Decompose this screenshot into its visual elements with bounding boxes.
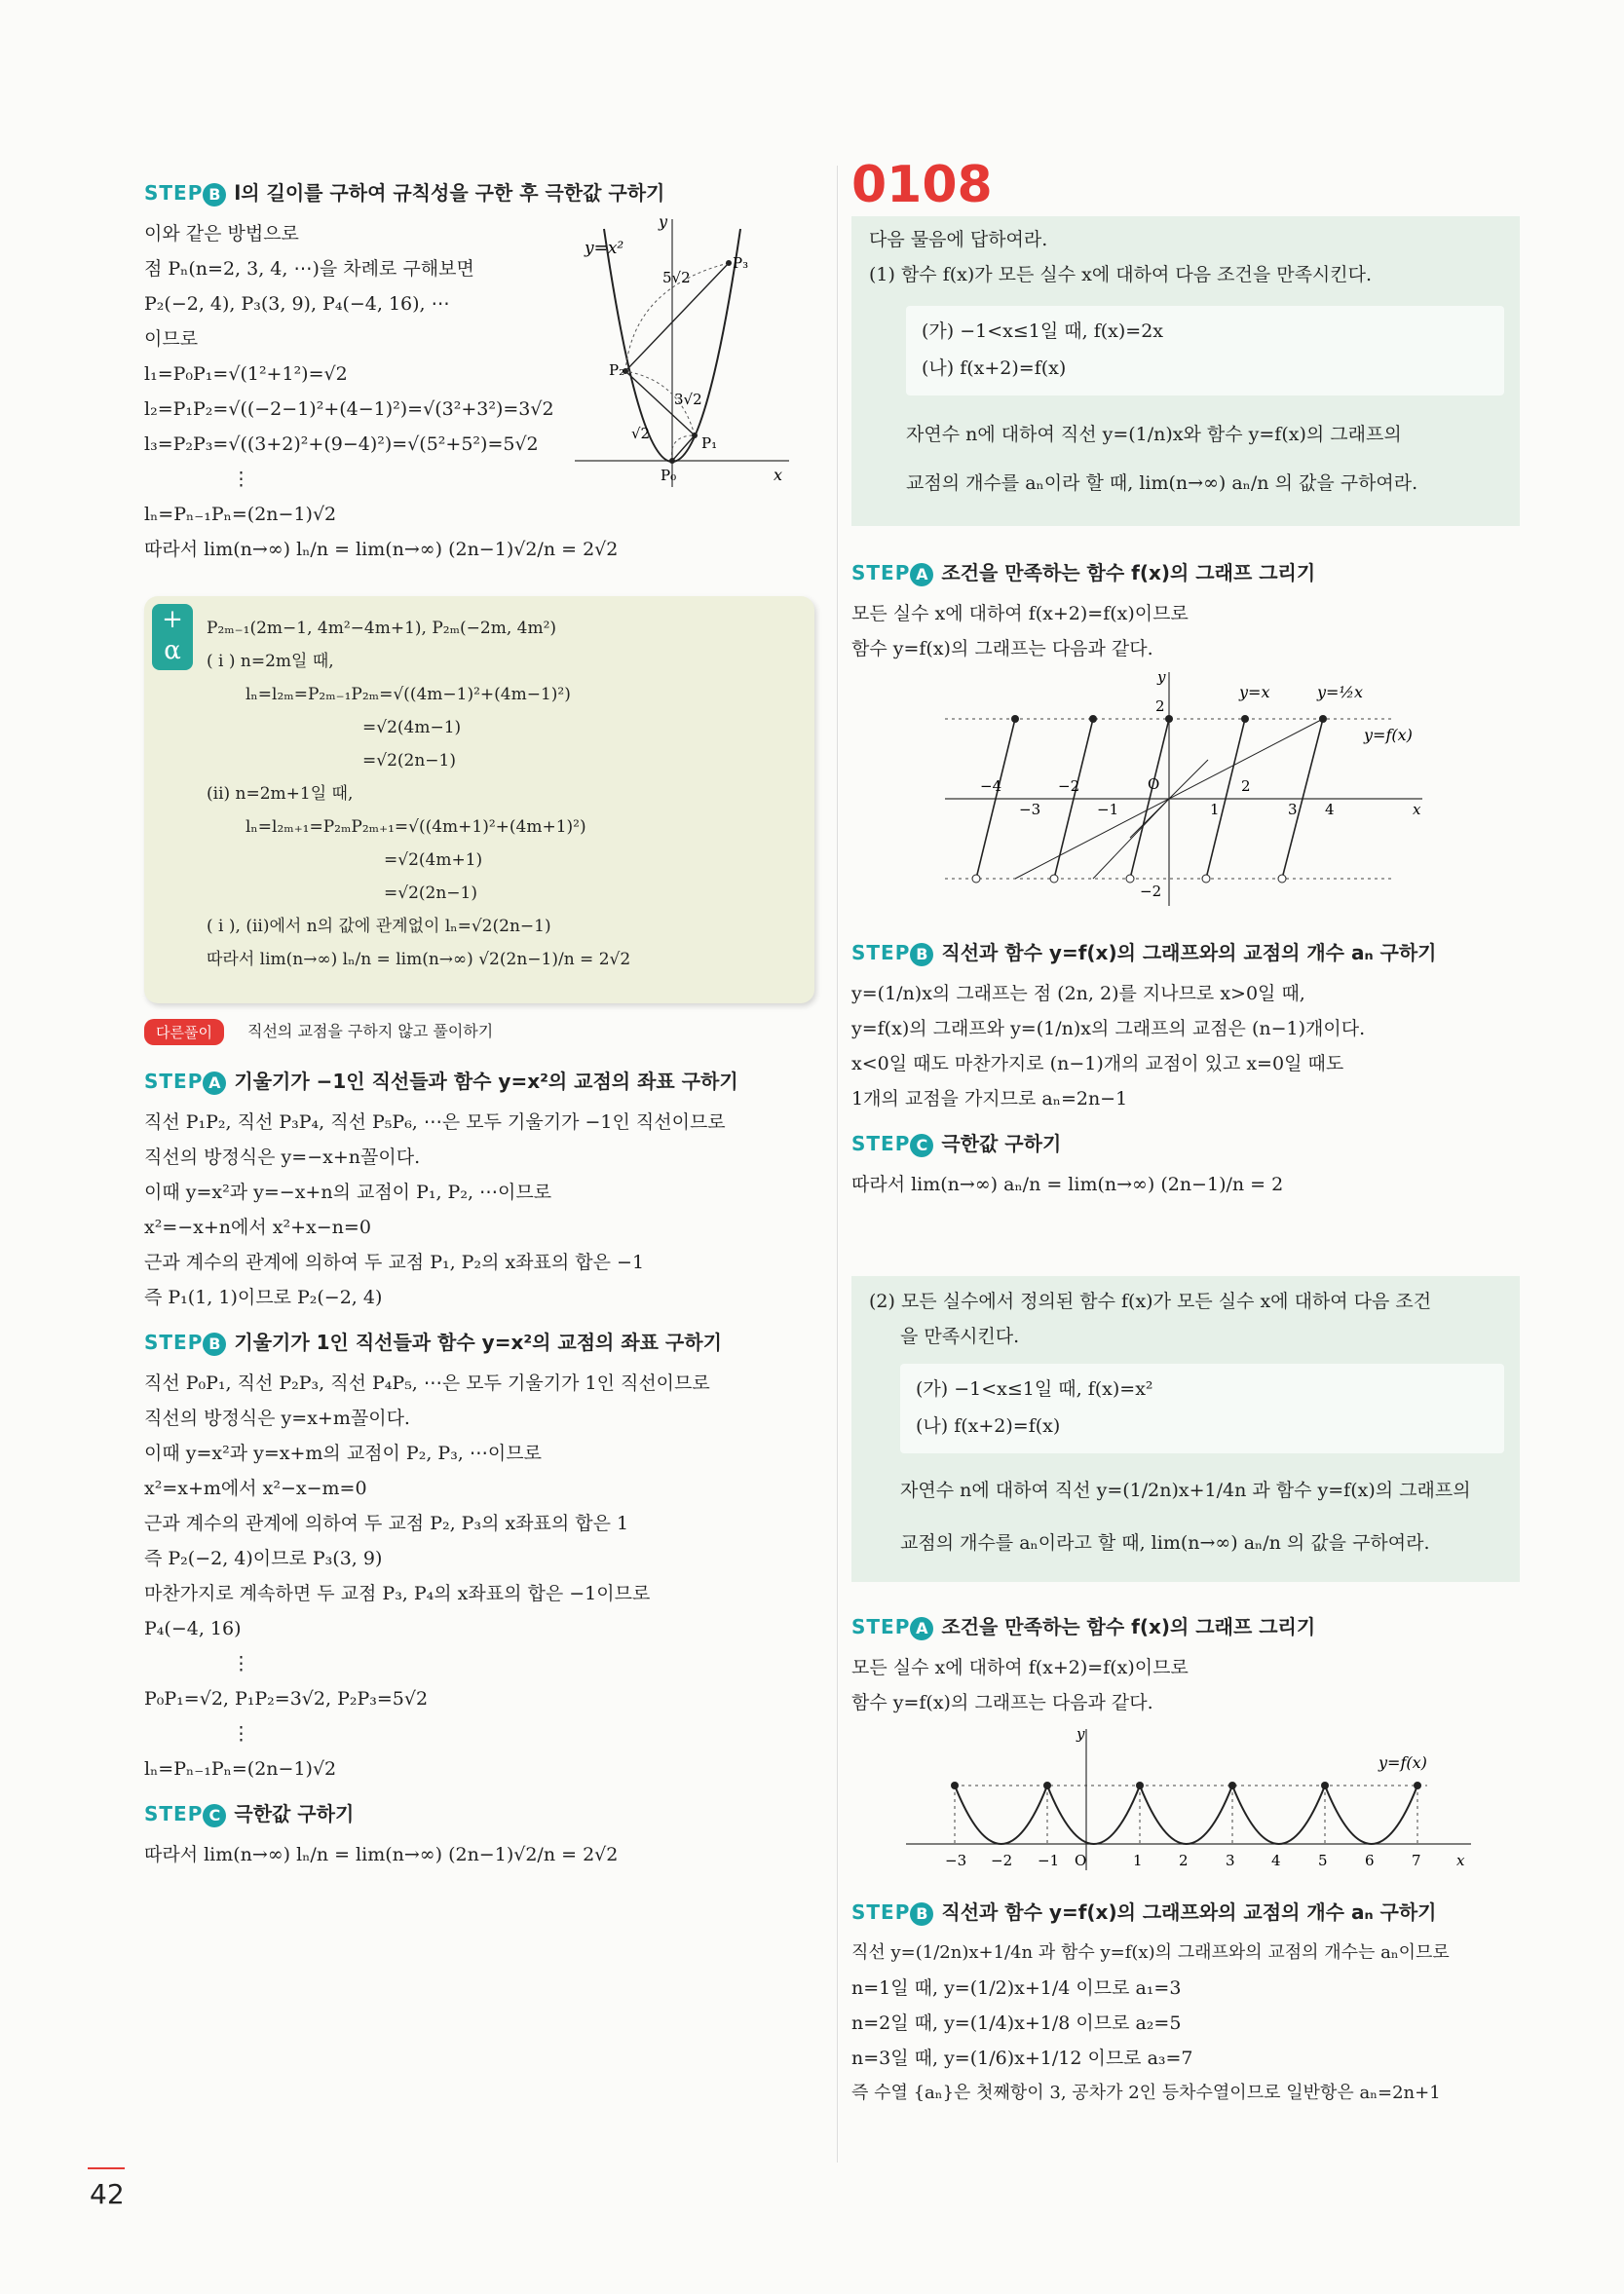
- x-axis-label: x: [1456, 1852, 1465, 1869]
- q1-condition: (가) −1<x≤1일 때, f(x)=2x: [922, 320, 1163, 342]
- alt-b-line: lₙ=Pₙ₋₁Pₙ=(2n−1)√2: [144, 1758, 337, 1780]
- s1b-heading: STEP B 직선과 함수 y=f(x)의 그래프와의 교점의 개수 aₙ 구하기: [851, 941, 1437, 964]
- step-b-line: l₂=P₁P₂=√((−2−1)²+(4−1)²)=√(3²+3²)=3√2: [144, 398, 554, 420]
- p0-label: P₀: [661, 467, 677, 484]
- s1a-line: 모든 실수 x에 대하여 f(x+2)=f(x)이므로: [851, 603, 1189, 624]
- alt-c-line: 따라서 lim(n→∞) lₙ/n = lim(n→∞) (2n−1)√2/n = 2√2: [144, 1844, 619, 1865]
- x-tick: 3: [1226, 1852, 1235, 1869]
- x-axis-label: x: [1413, 801, 1421, 818]
- x-tick: 3: [1288, 801, 1298, 818]
- plus-alpha-icon: + α: [152, 604, 193, 670]
- s1b-line: y=(1/n)x의 그래프는 점 (2n, 2)를 지나므로 x>0일 때,: [851, 983, 1305, 1004]
- x-tick: −1: [1097, 801, 1119, 818]
- s1b-line: y=f(x)의 그래프와 y=(1/n)x의 그래프의 교점은 (n−1)개이다.: [851, 1018, 1366, 1039]
- sawtooth-graph: [935, 662, 1442, 916]
- q1-condition: (나) f(x+2)=f(x): [922, 357, 1067, 379]
- question-2-head: (2) 모든 실수에서 정의된 함수 f(x)가 모든 실수 x에 대하여 다음 조건: [869, 1291, 1432, 1312]
- step-b-heading: STEP B l의 길이를 구하여 규칙성을 구한 후 극한값 구하기: [144, 181, 665, 205]
- step-a-icon: A: [910, 1617, 933, 1640]
- alt-a-line: 즉 P₁(1, 1)이므로 P₂(−2, 4): [144, 1287, 383, 1308]
- step-b-result: 따라서 lim(n→∞) lₙ/n = lim(n→∞) (2n−1)√2/n = 2√2: [144, 539, 619, 560]
- alpha-line: ( i ) n=2m일 때,: [207, 652, 334, 671]
- alpha-line: =√2(4m−1): [362, 718, 462, 737]
- step-b-line: ⋮: [232, 469, 250, 490]
- question-2-head: 을 만족시킨다.: [900, 1326, 1020, 1347]
- solution-1a: [851, 545, 1520, 666]
- x-tick: −3: [1019, 801, 1041, 818]
- s2b-line: 직선 y=(1/2n)x+1/4n 과 함수 y=f(x)의 그래프와의 교점의 개수는 aₙ이므로: [851, 1942, 1450, 1963]
- s2a-heading: STEP A 조건을 만족하는 함수 f(x)의 그래프 그리기: [851, 1615, 1316, 1638]
- parabola-graph: [565, 209, 799, 492]
- seg1-label: √2: [631, 425, 651, 442]
- alpha-line: lₙ=l₂ₘ=P₂ₘ₋₁P₂ₘ=√((4m−1)²+(4m−1)²): [245, 685, 571, 704]
- alt-solution-title: 직선의 교점을 구하지 않고 풀이하기: [247, 1022, 494, 1040]
- x-tick: 1: [1210, 801, 1220, 818]
- alpha-line: P₂ₘ₋₁(2m−1, 4m²−4m+1), P₂ₘ(−2m, 4m²): [207, 619, 557, 638]
- step-b-line: P₂(−2, 4), P₃(3, 9), P₄(−4, 16), ⋯: [144, 293, 450, 315]
- page-number-rule: [88, 2167, 125, 2169]
- x-tick: 4: [1271, 1852, 1281, 1869]
- s1c-line: 따라서 lim(n→∞) aₙ/n = lim(n→∞) (2n−1)/n = 2: [851, 1174, 1284, 1195]
- line-label: y=x: [1239, 683, 1270, 701]
- alt-b-line: x²=x+m에서 x²−x−m=0: [144, 1478, 367, 1499]
- x-tick: 6: [1365, 1852, 1375, 1869]
- solution-1b: [851, 925, 1520, 1202]
- x-tick: −3: [945, 1852, 967, 1869]
- x-tick: −1: [1038, 1852, 1060, 1869]
- alpha-line: =√2(2n−1): [362, 751, 456, 771]
- step-b-line: l₁=P₀P₁=√(1²+1²)=√2: [144, 363, 348, 385]
- alpha-line: lₙ=l₂ₘ₊₁=P₂ₘP₂ₘ₊₁=√((4m+1)²+(4m+1)²): [245, 817, 586, 837]
- alt-a-line: 직선의 방정식은 y=−x+n꼴이다.: [144, 1147, 421, 1168]
- x-tick: 2: [1179, 1852, 1189, 1869]
- step-b-line: l₃=P₂P₃=√((3+2)²+(9−4)²)=√(5²+5²)=5√2: [144, 433, 539, 455]
- s1c-heading: STEP C 극한값 구하기: [851, 1132, 1062, 1155]
- p3-label: P₃: [733, 254, 749, 272]
- y-tick: 2: [1155, 697, 1165, 715]
- alt-b-line: ⋮: [232, 1653, 250, 1674]
- origin-label: O: [1075, 1852, 1087, 1869]
- x-tick: −2: [1058, 777, 1080, 795]
- problem-number: 0108: [851, 156, 993, 214]
- s2a-line: 함수 y=f(x)의 그래프는 다음과 같다.: [851, 1692, 1153, 1713]
- step-b-icon: B: [203, 1333, 226, 1356]
- alpha-line: =√2(2n−1): [384, 884, 477, 903]
- alpha-line: (ii) n=2m+1일 때,: [207, 784, 354, 804]
- function-label: y=f(x): [1364, 726, 1413, 744]
- alt-b-line: 마찬가지로 계속하면 두 교점 P₃, P₄의 x좌표의 합은 −1이므로: [144, 1583, 651, 1604]
- s2b-line: n=1일 때, y=(1/2)x+1/4 이므로 a₁=3: [851, 1977, 1182, 1999]
- alt-a-line: 직선 P₁P₂, 직선 P₃P₄, 직선 P₅P₆, ⋯은 모두 기울기가 −1인 직선이므로: [144, 1111, 726, 1133]
- x-tick: 1: [1133, 1852, 1143, 1869]
- alt-b-line: 이때 y=x²과 y=x+m의 교점이 P₂, P₃, ⋯이므로: [144, 1443, 542, 1464]
- alpha-line: 따라서 lim(n→∞) lₙ/n = lim(n→∞) √2(2n−1)/n = 2√2: [207, 950, 631, 969]
- x-tick: 5: [1318, 1852, 1328, 1869]
- origin-label: O: [1148, 775, 1160, 793]
- q2-condition: (나) f(x+2)=f(x): [916, 1415, 1061, 1437]
- step-b-icon: B: [910, 1902, 933, 1926]
- p1-label: P₁: [701, 434, 718, 452]
- x-tick: 4: [1325, 801, 1335, 818]
- q2-condition: (가) −1<x≤1일 때, f(x)=x²: [916, 1378, 1153, 1400]
- alt-step-a-heading: STEP A 기울기가 −1인 직선들과 함수 y=x²의 교점의 좌표 구하기: [144, 1070, 738, 1093]
- solution-2a: [851, 1599, 1520, 1720]
- question-intro: 다음 물음에 답하여라.: [869, 229, 1048, 250]
- x-tick: 7: [1412, 1852, 1421, 1869]
- step-a-icon: A: [910, 563, 933, 586]
- alt-b-line: 즉 P₂(−2, 4)이므로 P₃(3, 9): [144, 1548, 383, 1569]
- x-axis-label: x: [774, 466, 783, 484]
- s1b-line: x<0일 때도 마찬가지로 (n−1)개의 교점이 있고 x=0일 때도: [851, 1053, 1344, 1074]
- s1b-line: 1개의 교점을 가지므로 aₙ=2n−1: [851, 1088, 1128, 1109]
- x-tick: −4: [980, 777, 1002, 795]
- alpha-line: =√2(4m+1): [384, 850, 483, 870]
- step-b-icon: B: [203, 183, 226, 207]
- q1-tail: 자연수 n에 대하여 직선 y=(1/n)x와 함수 y=f(x)의 그래프의: [906, 424, 1402, 445]
- alt-solution-badge: 다른풀이: [144, 1019, 224, 1045]
- x-tick: −2: [991, 1852, 1013, 1869]
- alt-b-line: P₄(−4, 16): [144, 1618, 242, 1639]
- alt-b-line: 근과 계수의 관계에 의하여 두 교점 P₂, P₃의 x좌표의 합은 1: [144, 1513, 629, 1534]
- y-axis-label: y: [1076, 1725, 1085, 1743]
- y-tick: −2: [1140, 883, 1162, 900]
- alpha-line: ( i ), (ii)에서 n의 값에 관계없이 lₙ=√2(2n−1): [207, 917, 551, 936]
- alt-step-c-heading: STEP C 극한값 구하기: [144, 1802, 355, 1825]
- seg3-label: 5√2: [662, 269, 691, 286]
- s1a-heading: STEP A 조건을 만족하는 함수 f(x)의 그래프 그리기: [851, 561, 1316, 584]
- step-a-icon: A: [203, 1072, 226, 1095]
- function-label: y=f(x): [1379, 1753, 1427, 1772]
- step-b-line: 이므로: [144, 328, 199, 350]
- page-number: 42: [90, 2178, 125, 2210]
- step-b-line: 이와 같은 방법으로: [144, 223, 299, 244]
- alt-b-line: ⋮: [232, 1723, 250, 1745]
- s2b-heading: STEP B 직선과 함수 y=f(x)의 그래프와의 교점의 개수 aₙ 구하기: [851, 1900, 1437, 1924]
- step-b-line: 점 Pₙ(n=2, 3, 4, ⋯)을 차례로 구해보면: [144, 258, 474, 280]
- alt-b-line: P₀P₁=√2, P₁P₂=3√2, P₂P₃=5√2: [144, 1688, 429, 1710]
- p2-label: P₂: [609, 361, 625, 379]
- line-label: y=½x: [1317, 683, 1363, 701]
- q2-tail: 교점의 개수를 aₙ이라고 할 때, lim(n→∞) aₙ/n 의 값을 구하여라.: [900, 1532, 1430, 1554]
- alt-b-line: 직선의 방정식은 y=x+m꼴이다.: [144, 1408, 410, 1429]
- solution-2b: [851, 1885, 1524, 2111]
- q2-tail: 자연수 n에 대하여 직선 y=(1/2n)x+1/4n 과 함수 y=f(x)의 그래프의: [900, 1480, 1471, 1501]
- curve-label: y=x²: [585, 239, 624, 258]
- alt-b-line: 직선 P₀P₁, 직선 P₂P₃, 직선 P₄P₅, ⋯은 모두 기울기가 1인 직선이므로: [144, 1373, 710, 1394]
- alt-a-line: 이때 y=x²과 y=−x+n의 교점이 P₁, P₂, ⋯이므로: [144, 1182, 552, 1203]
- alt-step-b-heading: STEP B 기울기가 1인 직선들과 함수 y=x²의 교점의 좌표 구하기: [144, 1331, 722, 1354]
- plus-alpha-box: [144, 596, 814, 1003]
- question-1-head: (1) 함수 f(x)가 모든 실수 x에 대하여 다음 조건을 만족시킨다.: [869, 264, 1373, 285]
- alt-a-line: 근과 계수의 관계에 의하여 두 교점 P₁, P₂의 x좌표의 합은 −1: [144, 1252, 645, 1273]
- step-c-icon: C: [203, 1804, 226, 1827]
- y-axis-label: y: [1157, 668, 1166, 686]
- s1a-line: 함수 y=f(x)의 그래프는 다음과 같다.: [851, 638, 1153, 659]
- step-c-icon: C: [910, 1134, 933, 1157]
- step-b-icon: B: [910, 943, 933, 966]
- x-tick: 2: [1241, 777, 1251, 795]
- q1-tail: 교점의 개수를 aₙ이라 할 때, lim(n→∞) aₙ/n 의 값을 구하여라.: [906, 472, 1418, 494]
- s2b-line: n=3일 때, y=(1/6)x+1/12 이므로 a₃=7: [851, 2048, 1193, 2069]
- seg2-label: 3√2: [674, 391, 702, 408]
- parabola-periodic-graph: [901, 1719, 1476, 1875]
- alt-a-line: x²=−x+n에서 x²+x−n=0: [144, 1217, 371, 1238]
- s2a-line: 모든 실수 x에 대하여 f(x+2)=f(x)이므로: [851, 1657, 1189, 1678]
- y-axis-label: y: [659, 212, 668, 231]
- s2b-line: 즉 수열 {aₙ}은 첫째항이 3, 공차가 2인 등차수열이므로 일반항은 aₙ=2n+1: [851, 2083, 1441, 2103]
- alt-solution: [144, 1054, 826, 1872]
- column-divider: [837, 166, 838, 2162]
- s2b-line: n=2일 때, y=(1/4)x+1/8 이므로 a₂=5: [851, 2012, 1182, 2034]
- step-b-line: lₙ=Pₙ₋₁Pₙ=(2n−1)√2: [144, 504, 337, 525]
